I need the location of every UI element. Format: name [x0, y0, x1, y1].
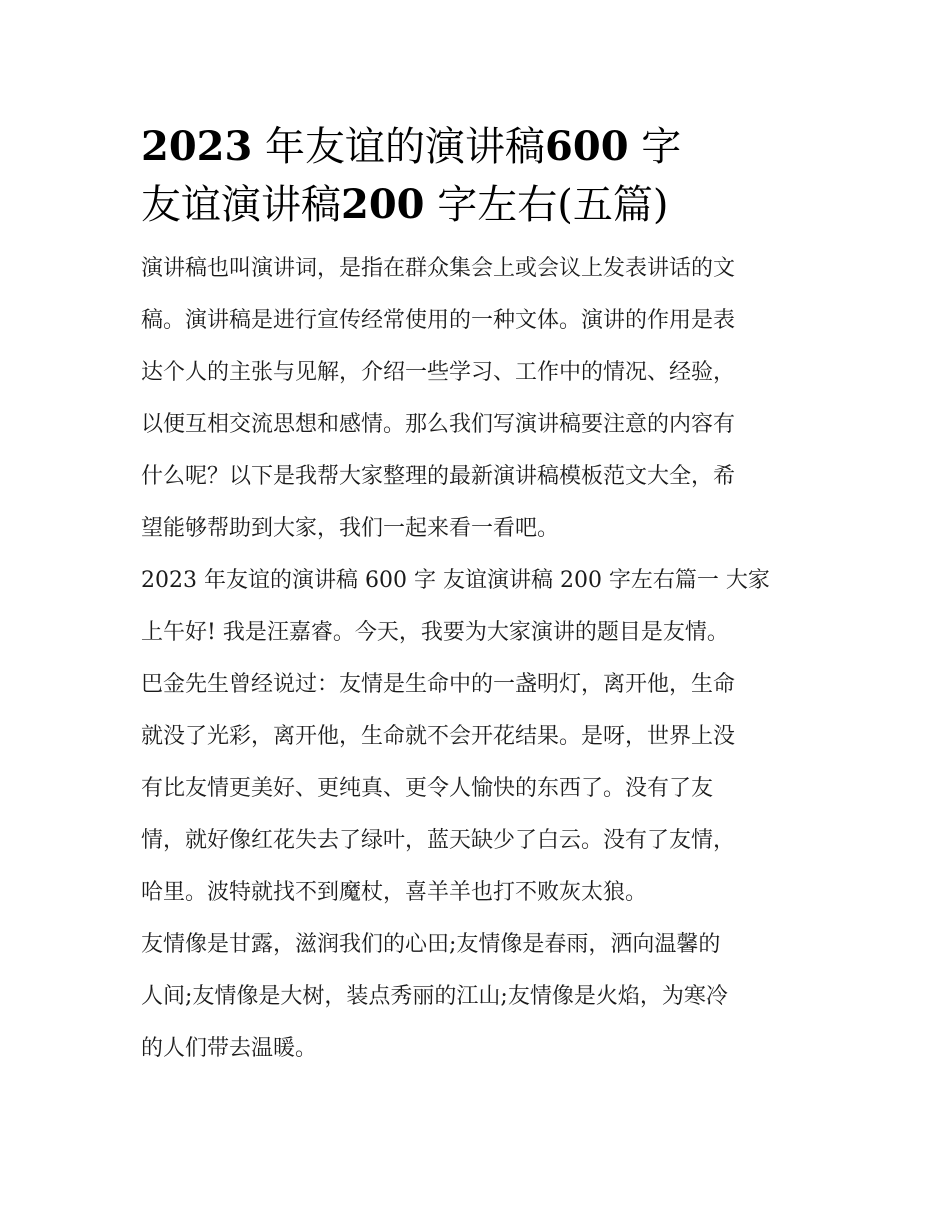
paragraph-line: 的人们带去温暖。 — [141, 1036, 318, 1061]
paragraph-line: 演讲稿也叫演讲词，是指在群众集会上或会议上发表讲话的文 — [141, 256, 736, 281]
document-body — [141, 243, 813, 1075]
document-title — [141, 118, 813, 234]
paragraph-line: 望能够帮助到大家，我们一起来看一看吧。 — [141, 516, 560, 541]
paragraph-line: 有比友情更美好、更纯真、更令人愉快的东西了。没有了友 — [141, 776, 714, 801]
paragraph-line: 2023 年友谊的演讲稿 600 字 友谊演讲稿 200 字左右篇一 大家 — [141, 568, 770, 593]
title-text: 年友谊的演讲稿 — [265, 124, 546, 170]
title-word-count: 600 — [545, 123, 629, 170]
paragraph-line: 以便互相交流思想和感情。那么我们写演讲稿要注意的内容有 — [141, 412, 736, 437]
paragraph-line: 什么呢？以下是我帮大家整理的最新演讲稿模板范文大全，希 — [141, 464, 736, 489]
paragraph-line: 上午好! 我是汪嘉睿。今天，我要为大家演讲的题目是友情。 — [141, 620, 729, 645]
title-year: 2023 — [141, 123, 253, 170]
paragraph-line: 就没了光彩，离开他，生命就不会开花结果。是呀，世界上没 — [141, 724, 736, 749]
paragraph-line: 巴金先生曾经说过：友情是生命中的一盏明灯，离开他，生命 — [141, 672, 736, 697]
document-content — [141, 118, 813, 1075]
paragraph-intro — [141, 243, 813, 555]
subtitle-text: 友谊演讲稿 — [141, 182, 341, 228]
paragraph-friendship — [141, 919, 813, 1075]
paragraph-line: 友情像是甘露，滋润我们的心田;友情像是春雨，洒向温馨的 — [141, 932, 721, 957]
title-line-2 — [141, 176, 813, 234]
title-line-1 — [141, 118, 813, 176]
paragraph-line: 人间;友情像是大树，装点秀丽的江山;友情像是火焰，为寒冷 — [141, 984, 728, 1009]
subtitle-suffix: 字左右(五篇) — [437, 182, 669, 228]
subtitle-word-count: 200 — [341, 181, 425, 228]
paragraph-line: 情，就好像红花失去了绿叶，蓝天缺少了白云。没有了友情， — [141, 828, 736, 853]
title-unit: 字 — [641, 124, 682, 170]
paragraph-line: 达个人的主张与见解，介绍一些学习、工作中的情况、经验， — [141, 360, 736, 385]
paragraph-line: 哈里。波特就找不到魔杖，喜羊羊也打不败灰太狼。 — [141, 880, 648, 905]
paragraph-speech — [141, 555, 813, 919]
paragraph-line: 稿。演讲稿是进行宣传经常使用的一种文体。演讲的作用是表 — [141, 308, 736, 333]
